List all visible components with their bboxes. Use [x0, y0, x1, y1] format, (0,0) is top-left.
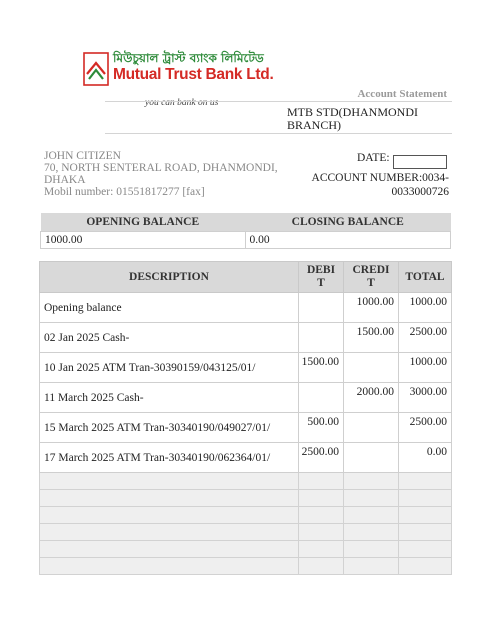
bank-logo [80, 48, 274, 112]
customer-phone: Mobil number: 01551817277 [fax] [44, 186, 205, 198]
row-total: 1000.00 [399, 353, 452, 383]
empty-row [40, 541, 452, 558]
row-total: 2500.00 [399, 413, 452, 443]
row-credit: 1000.00 [344, 293, 399, 323]
bank-name-bangla: মিউচুয়াল ট্রাস্ট ব্যাংক লিমিটেড [113, 51, 264, 65]
row-debit [299, 383, 344, 413]
row-total: 3000.00 [399, 383, 452, 413]
row-debit: 1500.00 [299, 353, 344, 383]
row-credit: 2000.00 [344, 383, 399, 413]
row-debit: 500.00 [299, 413, 344, 443]
row-description: 11 March 2025 Cash- [40, 383, 299, 413]
total-header: TOTAL [399, 262, 452, 293]
empty-row [40, 507, 452, 524]
customer-name: JOHN CITIZEN [44, 150, 121, 162]
closing-balance-header: CLOSING BALANCE [245, 213, 451, 231]
branch-name: MTB STD(DHANMONDI BRANCH) [287, 105, 418, 132]
row-description: 15 March 2025 ATM Tran-30340190/049027/01/ [40, 413, 299, 443]
row-debit: 2500.00 [299, 443, 344, 473]
row-description: Opening balance [40, 293, 299, 323]
table-row [40, 293, 452, 323]
row-credit [344, 413, 399, 443]
customer-block [44, 150, 294, 198]
statement-title: Account Statement [357, 88, 447, 100]
row-description: 02 Jan 2025 Cash- [40, 323, 299, 353]
row-total: 0.00 [399, 443, 452, 473]
divider [105, 133, 452, 134]
divider [105, 101, 452, 102]
empty-row [40, 473, 452, 490]
table-row [40, 443, 452, 473]
mtb-logo-icon [83, 52, 109, 86]
bank-name-english: Mutual Trust Bank Ltd. [113, 66, 274, 83]
account-number: ACCOUNT NUMBER:0034-0033000726 [311, 172, 449, 198]
table-row [40, 323, 452, 353]
row-debit [299, 323, 344, 353]
row-credit [344, 443, 399, 473]
row-description: 10 Jan 2025 ATM Tran-30390159/043125/01/ [40, 353, 299, 383]
table-row [40, 383, 452, 413]
row-credit: 1500.00 [344, 323, 399, 353]
date-label: DATE: [357, 152, 390, 164]
debit-header: DEBIT [299, 262, 344, 293]
empty-row [40, 524, 452, 541]
date-field[interactable] [393, 155, 447, 169]
credit-header: CREDIT [344, 262, 399, 293]
bank-tagline: you can bank on us [145, 98, 219, 108]
closing-balance-value: 0.00 [245, 231, 451, 248]
row-credit [344, 353, 399, 383]
opening-balance-header: OPENING BALANCE [41, 213, 246, 231]
opening-balance-value: 1000.00 [41, 231, 246, 248]
description-header: DESCRIPTION [40, 262, 299, 293]
row-description: 17 March 2025 ATM Tran-30340190/062364/01/ [40, 443, 299, 473]
customer-address: 70, NORTH SENTERAL ROAD, DHANMONDI, DHAKA [44, 162, 278, 186]
empty-row [40, 558, 452, 575]
empty-row [40, 490, 452, 507]
row-debit [299, 293, 344, 323]
balance-table [40, 213, 451, 249]
row-total: 2500.00 [399, 323, 452, 353]
transactions-table [39, 261, 452, 575]
table-row [40, 353, 452, 383]
table-row [40, 413, 452, 443]
row-total: 1000.00 [399, 293, 452, 323]
